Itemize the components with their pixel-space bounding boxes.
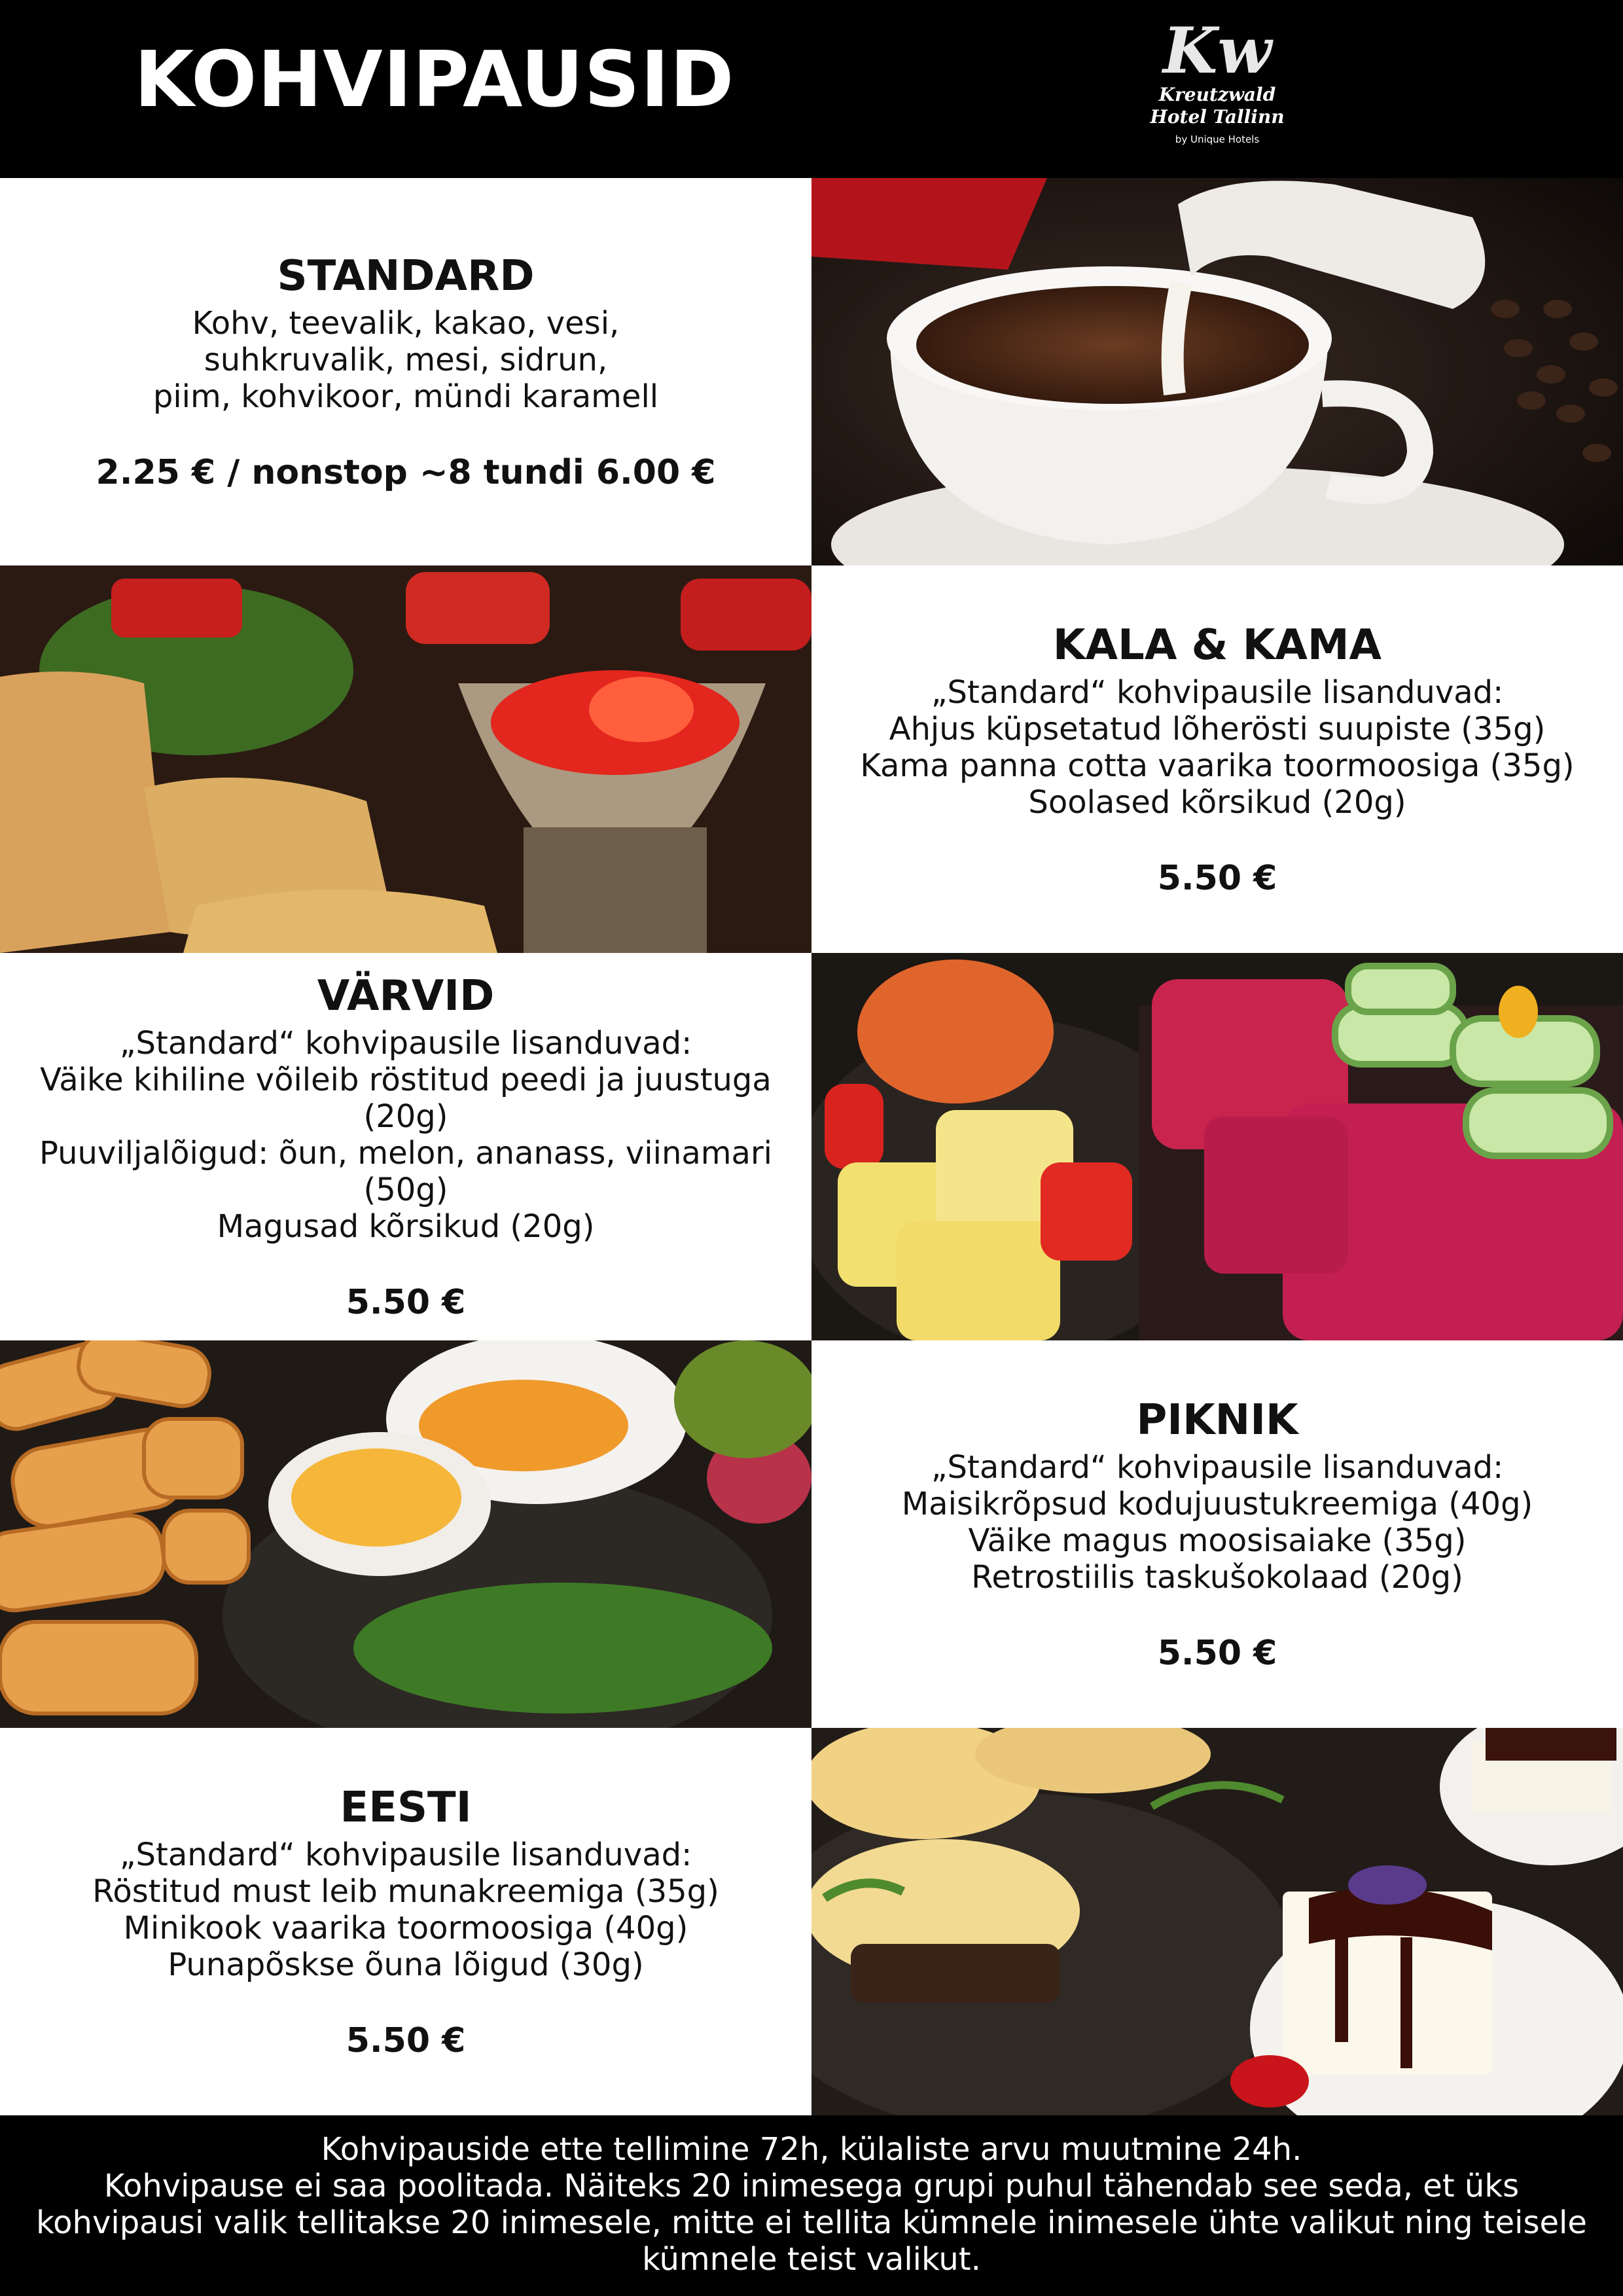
logo-name-line2: Hotel Tallinn [1150,106,1285,128]
package-line: Soolased kõrsikud (20g) [1028,784,1406,821]
package-line: Väike kihiline võileib röstitud peedi ja juustuga [40,1062,772,1098]
coffee-photo [812,178,1623,565]
package-line: piim, kohvikoor, mündi karamell [152,378,659,415]
logo-mark: Kw [1162,14,1272,88]
package-line: Minikook vaarika toormoosiga (40g) [123,1910,688,1946]
footer-line: kohvipausi valik tellitakse 20 inimesele, mitte ei tellita kümnele inimesele ühte valikut ning teisele [36,2204,1587,2241]
package-line: „Standard“ kohvipausile lisanduvad: [119,1837,692,1873]
picnic-photo [0,1340,812,1728]
package-line: Puuviljalõigud: õun, melon, ananass, viinamari [39,1135,773,1172]
package-kala-kama [812,565,1623,953]
package-price: 5.50 € [1157,859,1277,898]
package-line: Retrostiilis taskušokolaad (20g) [971,1559,1463,1596]
package-line: „Standard“ kohvipausile lisanduvad: [931,674,1504,711]
package-standard [0,178,812,565]
salmon-pannacotta-photo [0,565,812,953]
package-line: Röstitud must leib munakreemiga (35g) [92,1873,719,1910]
package-price: 5.50 € [346,1283,466,1322]
package-eesti [0,1728,812,2115]
package-line: (20g) [363,1098,448,1135]
package-price: 2.25 € / nonstop ~8 tundi 6.00 € [96,453,716,492]
package-title: STANDARD [277,252,535,300]
footer-notice [0,2115,1623,2296]
logo-sub: by Unique Hotels [1175,134,1260,145]
package-line: „Standard“ kohvipausile lisanduvad: [119,1025,692,1062]
package-varvid [0,953,812,1340]
package-price: 5.50 € [346,2021,466,2060]
package-title: PIKNIK [1136,1396,1298,1444]
package-title: EESTI [340,1784,472,1832]
package-line: (50g) [363,1172,448,1208]
package-line: Kama panna cotta vaarika toormoosiga (35g) [860,747,1575,784]
logo-name-line1: Kreutzwald [1158,84,1276,105]
package-line: Maisikrõpsud kodujuustukreemiga (40g) [901,1486,1533,1522]
package-piknik [812,1340,1623,1728]
package-line: Magusad kõrsikud (20g) [217,1208,595,1245]
package-line: suhkruvalik, mesi, sidrun, [204,342,608,378]
package-line: Kohv, teevalik, kakao, vesi, [192,305,620,342]
package-title: KALA & KAMA [1052,621,1382,670]
footer-line: kümnele teist valikut. [642,2241,981,2278]
footer-line: Kohvipause ei saa poolitada. Näiteks 20 inimesega grupi puhul tähendab see seda, et üks [103,2168,1520,2204]
page-title: KOHVIPAUSID [134,34,735,124]
package-title: VÄRVID [317,972,495,1020]
fruit-beet-photo [812,953,1623,1340]
package-line: Ahjus küpsetatud lõherösti suupiste (35g) [889,711,1546,747]
package-line: Väike magus moosisaiake (35g) [968,1522,1467,1559]
footer-line: Kohvipauside ette tellimine 72h, külaliste arvu muutmine 24h. [321,2131,1302,2168]
package-line: „Standard“ kohvipausile lisanduvad: [931,1449,1504,1486]
estonian-dessert-photo [812,1728,1623,2115]
package-line: Punapõskse õuna lõigud (30g) [168,1946,644,1983]
header-bar [0,0,1623,178]
package-price: 5.50 € [1157,1634,1277,1673]
hotel-logo [1132,14,1302,169]
